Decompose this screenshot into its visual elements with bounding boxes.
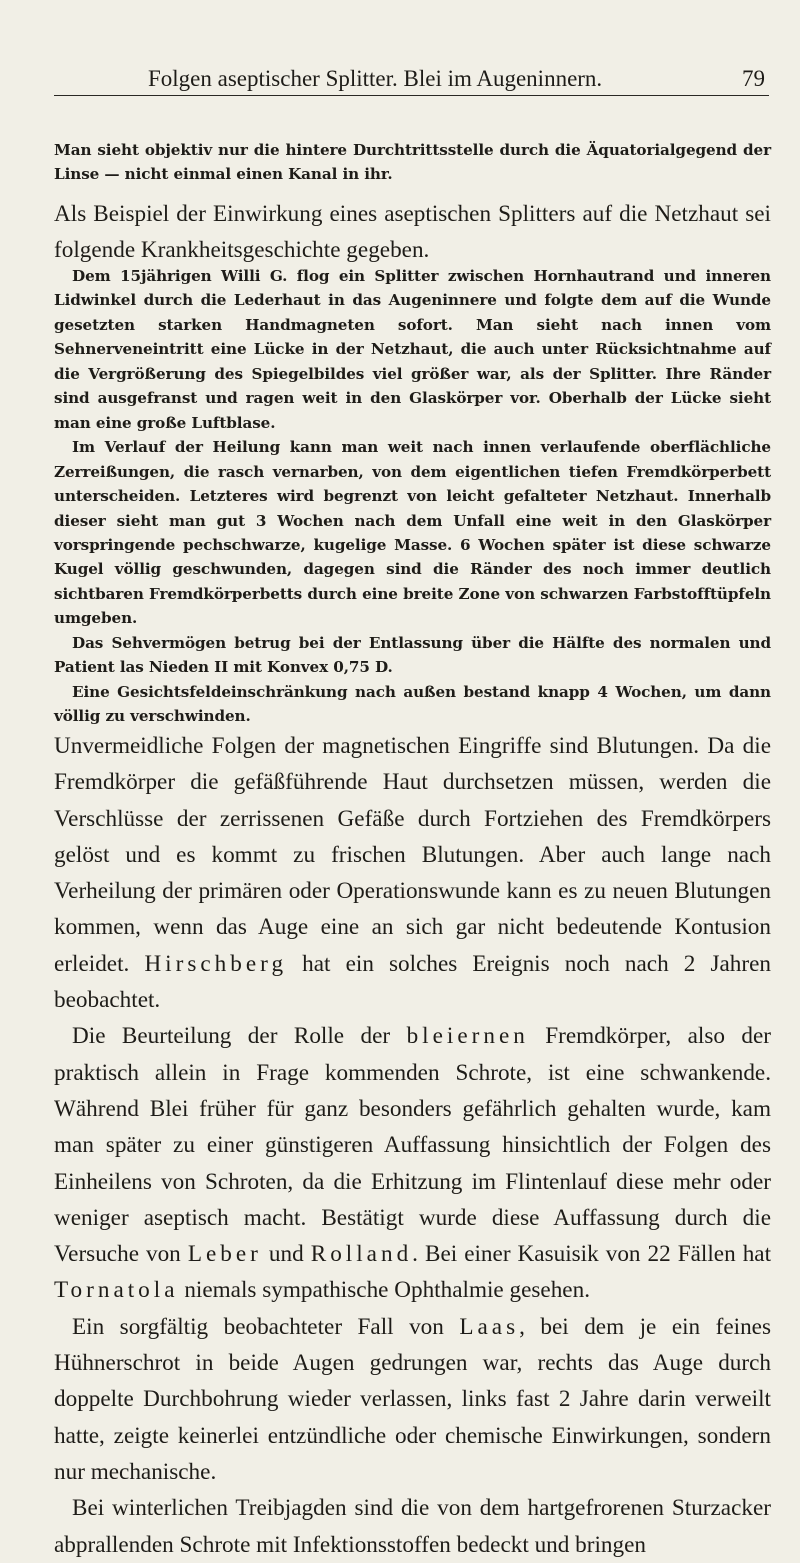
lead-paragraph: Die Beurteilung der Rolle der bleiernen Fremdkörper, also der praktisch allein in Frage kommenden Schrote, ist eine schwankende. Während Blei früher für ganz besonders gefährlich gehalten wurde, kam man später zu einer günstigeren Auffassung hinsichtlich der Folgen des Einheilens von Schroten, da die Erhitzung im Flintenlauf diese mehr oder weniger aseptisch macht. Bestätigt wurde diese Auffassung durch die Versuche von Leber und Rolland. Bei einer Kasuisik von 22 Fällen hat Tornatola niemals sympathische Ophthalmie gesehen.	[54, 1023, 772, 1304]
author-name: Laas	[459, 1313, 520, 1340]
author-name: Tornatola	[54, 1277, 179, 1304]
author-name: Leber	[187, 1241, 262, 1268]
example-heading-paragraph	[54, 196, 771, 269]
case-paragraph: Dem 15jährigen Willi G. flog ein Splitter zwischen Hornhautrand und inneren Lidwinkel durch die Lederhaut in das Augeninnere und folgte dem auf die Wunde gesetzten starken Handmagneten sofort. Man sieht nach innen vom Sehnerveneintritt eine Lücke in der Netzhaut, die auch unter Rücksichtnahme auf die Vergrößerung des Spiegelbildes viel größer war, als der Splitter. Ihre Ränder sind ausgefranst und ragen weit in den Glaskörper vor. Oberhalb der Lücke sieht man eine große Luftblase.	[54, 267, 771, 432]
hunt-paragraph: Bei winterlichen Treibjagden sind die von dem hartgefrorenen Sturzacker abprallenden Schrote mit Infektionsstoffen bedeckt und bringen	[54, 1495, 771, 1558]
example-heading: Als Beispiel der Einwirkung eines aseptischen Splitters auf die Netzhaut sei folgende Krankheitsgeschichte gegeben.	[54, 201, 771, 264]
emphasis-term: bleiernen	[406, 1023, 529, 1050]
running-header	[54, 63, 769, 96]
laas-paragraph: Ein sorgfältig beobachteter Fall von Laas, bei dem je ein feines Hühnerschrot in beide Augen gedrungen war, rechts das Auge durch doppelte Durchbohrung wieder verlassen, links fast 2 Jahre darin verweilt hatte, zeigte keinerlei entzündliche oder chemische Einwirkungen, sondern nur mechanische.	[54, 1313, 771, 1485]
page-number: 79	[742, 66, 765, 91]
author-name: Hirschberg	[144, 950, 288, 977]
running-title: Folgen aseptischer Splitter. Blei im Augeninnern.	[148, 66, 603, 91]
case-history	[54, 264, 771, 729]
bleeding-paragraph: Unvermeidliche Folgen der magnetischen Eingriffe sind Blutungen. Da die Fremdkörper die gefäßführende Haut durchsetzen müssen, werden die Verschlüsse der zerrissenen Gefäße durch Fortziehen des Fremdkörpers gelöst und es kommt zu frischen Blutungen. Aber auch lange nach Verheilung der primären oder Operationswunde kann es zu neuen Blutungen kommen, wenn das Auge eine an sich gar nicht bedeutende Kontusion erleidet. Hirschberg hat ein solches Ereignis noch nach 2 Jahren beobachtet.	[54, 733, 772, 1014]
case-paragraph: Im Verlauf der Heilung kann man weit nach innen verlaufende oberflächliche Zerreißungen, die rasch vernarben, von dem eigentlichen tiefen Fremdkörperbett unterscheiden. Letzteres wird begrenzt von leicht gefalteter Netzhaut. Innerhalb dieser sieht man gut 3 Wochen nach dem Unfall eine weit in den Glaskörper vorspringende pechschwarze, kugelige Masse. 6 Wochen später ist diese schwarze Kugel völlig geschwunden, dagegen sind die Ränder des noch immer deutlich sichtbaren Fremdkörperbetts durch eine breite Zone von schwarzen Farbstofftüpfeln umgeben.	[54, 438, 771, 628]
intro-paragraph	[54, 138, 771, 187]
case-paragraph: Das Sehvermögen betrug bei der Entlassung über die Hälfte des normalen und Patient las Nieden II mit Konvex 0,75 D.	[54, 633, 771, 677]
intro-text: Man sieht objektiv nur die hintere Durchtrittsstelle durch die Äquatorialgegend der Linse — nicht einmal einen Kanal in ihr.	[54, 141, 771, 184]
case-paragraph: Eine Gesichtsfeldeinschränkung nach außen bestand knapp 4 Wochen, um dann völlig zu verschwinden.	[54, 682, 771, 726]
author-name: Rolland	[310, 1241, 413, 1268]
main-text	[54, 728, 771, 1563]
